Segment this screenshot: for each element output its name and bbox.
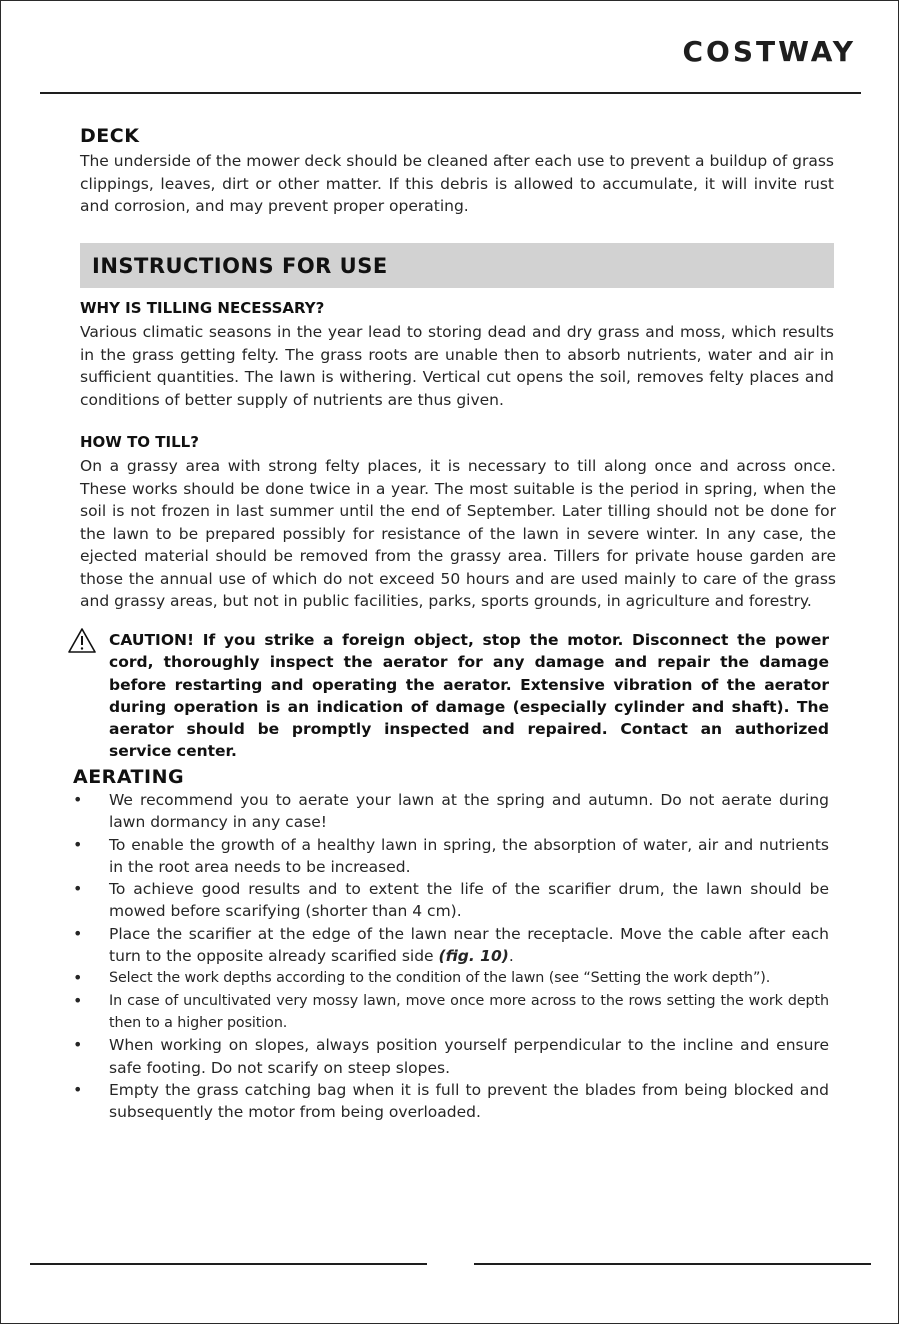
footer-divider-right — [474, 1263, 871, 1265]
footer-divider-left — [30, 1263, 427, 1265]
instructions-banner-title: INSTRUCTIONS FOR USE — [92, 254, 388, 278]
deck-paragraph: The underside of the mower deck should be cleaned after each use to prevent a buildup of grass clippings, leaves, dirt or other matter. If this debris is allowed to accumulate, it will invite rust and corrosion, and may prevent proper operating. — [80, 152, 834, 215]
instructions-banner — [80, 243, 834, 288]
list-item: • We recommend you to aerate your lawn at the spring and autumn. Do not aerate during lawn dormancy in any case! — [73, 789, 829, 834]
list-item: • When working on slopes, always position yourself perpendicular to the incline and ensure safe footing. Do not scarify on steep slopes. — [73, 1034, 829, 1079]
deck-heading: DECK — [80, 125, 140, 147]
header-divider — [40, 92, 861, 94]
list-item: • Place the scarifier at the edge of the lawn near the receptacle. Move the cable after each turn to the opposite already scarified side (fig. 10). — [73, 923, 829, 968]
warning-triangle-icon — [67, 627, 97, 655]
list-item: • To enable the growth of a healthy lawn in spring, the absorption of water, air and nutrients in the root area needs to be increased. — [73, 834, 829, 879]
why-tilling-heading: WHY IS TILLING NECESSARY? — [80, 299, 325, 317]
list-item: • Empty the grass catching bag when it is full to prevent the blades from being blocked and subsequently the motor from being overloaded. — [73, 1079, 829, 1124]
list-item: • To achieve good results and to extent the life of the scarifier drum, the lawn should be mowed before scarifying (shorter than 4 cm). — [73, 878, 829, 923]
aerating-heading: AERATING — [73, 766, 185, 788]
aerating-list — [73, 789, 829, 1123]
figure-reference: (fig. 10) — [438, 947, 509, 966]
caution-paragraph: CAUTION! If you strike a foreign object, stop the motor. Disconnect the power cord, thoroughly inspect the aerator for any damage and repair the damage before restarting and operating the aerator. Extensive vibration of the aerator during operation is an indication of damage (especially cylinder and shaft). The aerator should be promptly inspected and repaired. Contact an authorized service center. — [109, 631, 829, 761]
brand-logo: COSTWAY — [682, 35, 856, 68]
how-to-till-paragraph: On a grassy area with strong felty places, it is necessary to till along once and across once. These works should be done twice in a year. The most suitable is the period in spring, when the soil is not frozen in last summer until the end of September. Later tilling should not be done for the lawn to be prepared possibly for resistance of the lawn in severe winter. In any case, the ejected material should be removed from the grassy area. Tillers for private house garden are those the annual use of which do not exceed 50 hours and are used mainly to care of the grass and grassy areas, but not in public facilities, parks, sports grounds, in agriculture and forestry. — [80, 457, 836, 610]
list-item: • In case of uncultivated very mossy lawn, move once more across to the rows setting the work depth then to a higher position. — [73, 990, 829, 1035]
why-tilling-paragraph: Various climatic seasons in the year lead to storing dead and dry grass and moss, which results in the grass getting felty. The grass roots are unable then to absorb nutrients, water and air in sufficient quantities. The lawn is withering. Vertical cut opens the soil, removes felty places and conditions of better supply of nutrients are thus given. — [80, 323, 834, 409]
list-item: • Select the work depths according to the condition of the lawn (see “Setting the work depth”). — [73, 967, 829, 989]
how-to-till-heading: HOW TO TILL? — [80, 433, 199, 451]
